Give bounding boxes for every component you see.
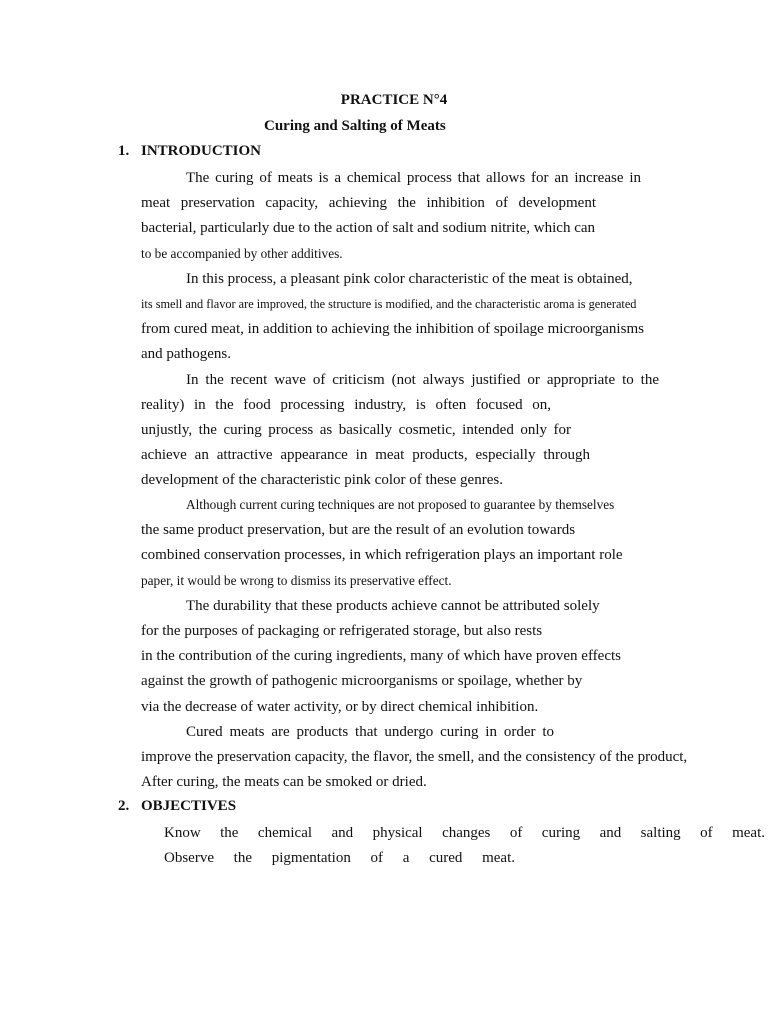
paragraph-line: to be accompanied by other additives.	[141, 246, 343, 261]
paragraph-line: In the recent wave of criticism (not always justified or appropriate to the	[186, 372, 659, 388]
paragraph-line: against the growth of pathogenic microorganisms or spoilage, whether by	[141, 673, 583, 689]
page-subtitle: Curing and Salting of Meats	[264, 118, 446, 134]
section-number: 1.	[118, 143, 130, 159]
paragraph-line: In this process, a pleasant pink color characteristic of the meat is obtained,	[186, 271, 633, 287]
paragraph-line: achieve an attractive appearance in meat products, especially through	[141, 447, 590, 463]
paragraph-line: its smell and flavor are improved, the structure is modified, and the characteristic aroma is generated	[141, 297, 637, 311]
paragraph-line: combined conservation processes, in which refrigeration plays an important role	[141, 547, 623, 563]
paragraph-line: the same product preservation, but are the result of an evolution towards	[141, 522, 576, 538]
paragraph-line: and pathogens.	[141, 346, 231, 362]
section-heading-objectives	[118, 798, 236, 815]
paragraph-line: meat preservation capacity, achieving the inhibition of development	[141, 195, 596, 211]
paragraph-line: for the purposes of packaging or refrigerated storage, but also rests	[141, 623, 543, 639]
section-heading-introduction	[118, 143, 261, 160]
section-title: INTRODUCTION	[141, 143, 262, 159]
objective-line: Observe the pigmentation of a cured meat.	[164, 850, 515, 866]
paragraph-line: from cured meat, in addition to achieving the inhibition of spoilage microorganisms	[141, 321, 644, 337]
paragraph-line: in the contribution of the curing ingredients, many of which have proven effects	[141, 648, 621, 664]
paragraph-line: bacterial, particularly due to the action of salt and sodium nitrite, which can	[141, 220, 596, 236]
section-number: 2.	[118, 798, 130, 814]
paragraph-line: The curing of meats is a chemical process that allows for an increase in	[186, 170, 641, 186]
paragraph-line: improve the preservation capacity, the flavor, the smell, and the consistency of the product,	[141, 749, 688, 765]
section-title: OBJECTIVES	[141, 798, 237, 814]
page-title: PRACTICE N°4	[340, 92, 448, 108]
paragraph-line: Although current curing techniques are not proposed to guarantee by themselves	[186, 497, 615, 512]
objective-line: Know the chemical and physical changes of curing and salting of meat.	[164, 825, 765, 841]
paragraph-line: Cured meats are products that undergo curing in order to	[186, 724, 554, 740]
paragraph-line: via the decrease of water activity, or by direct chemical inhibition.	[141, 699, 539, 715]
paragraph-line: The durability that these products achieve cannot be attributed solely	[186, 598, 600, 614]
paragraph-line: unjustly, the curing process as basically cosmetic, intended only for	[141, 422, 571, 438]
paragraph-line: After curing, the meats can be smoked or dried.	[141, 774, 427, 790]
paragraph-line: development of the characteristic pink color of these genres.	[141, 472, 503, 488]
paragraph-line: reality) in the food processing industry, is often focused on,	[141, 397, 551, 413]
paragraph-line: paper, it would be wrong to dismiss its preservative effect.	[141, 573, 452, 588]
